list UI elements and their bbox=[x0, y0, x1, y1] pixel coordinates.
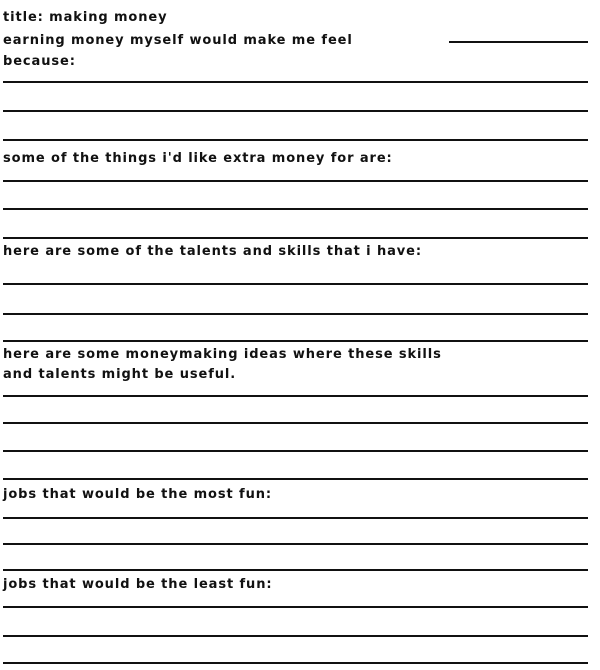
answer-line[interactable] bbox=[3, 237, 588, 239]
answer-line[interactable] bbox=[3, 517, 588, 519]
answer-line[interactable] bbox=[3, 313, 588, 315]
prompt-extra-money: some of the things i'd like extra money for are: bbox=[3, 151, 393, 166]
answer-line[interactable] bbox=[3, 422, 588, 424]
worksheet-title: title: making money bbox=[3, 10, 168, 25]
answer-line[interactable] bbox=[3, 81, 588, 83]
answer-line[interactable] bbox=[3, 478, 588, 480]
prompt-most-fun: jobs that would be the most fun: bbox=[3, 487, 273, 502]
prompt-talents: here are some of the talents and skills that i have: bbox=[3, 244, 422, 259]
answer-line[interactable] bbox=[3, 208, 588, 210]
answer-line-feel[interactable] bbox=[449, 41, 588, 43]
answer-line[interactable] bbox=[3, 606, 588, 608]
answer-line[interactable] bbox=[3, 139, 588, 141]
prompt-ideas-line-1: here are some moneymaking ideas where these skills bbox=[3, 347, 442, 362]
answer-line[interactable] bbox=[3, 543, 588, 545]
prompt-least-fun: jobs that would be the least fun: bbox=[3, 577, 273, 592]
prompt-feel: earning money myself would make me feel bbox=[3, 33, 353, 48]
answer-line[interactable] bbox=[3, 635, 588, 637]
answer-line[interactable] bbox=[3, 283, 588, 285]
answer-line[interactable] bbox=[3, 110, 588, 112]
answer-line[interactable] bbox=[3, 395, 588, 397]
answer-line[interactable] bbox=[3, 340, 588, 342]
answer-line[interactable] bbox=[3, 662, 588, 664]
prompt-because: because: bbox=[3, 54, 76, 69]
answer-line[interactable] bbox=[3, 569, 588, 571]
answer-line[interactable] bbox=[3, 450, 588, 452]
answer-line[interactable] bbox=[3, 180, 588, 182]
prompt-ideas-line-2: and talents might be useful. bbox=[3, 367, 237, 382]
